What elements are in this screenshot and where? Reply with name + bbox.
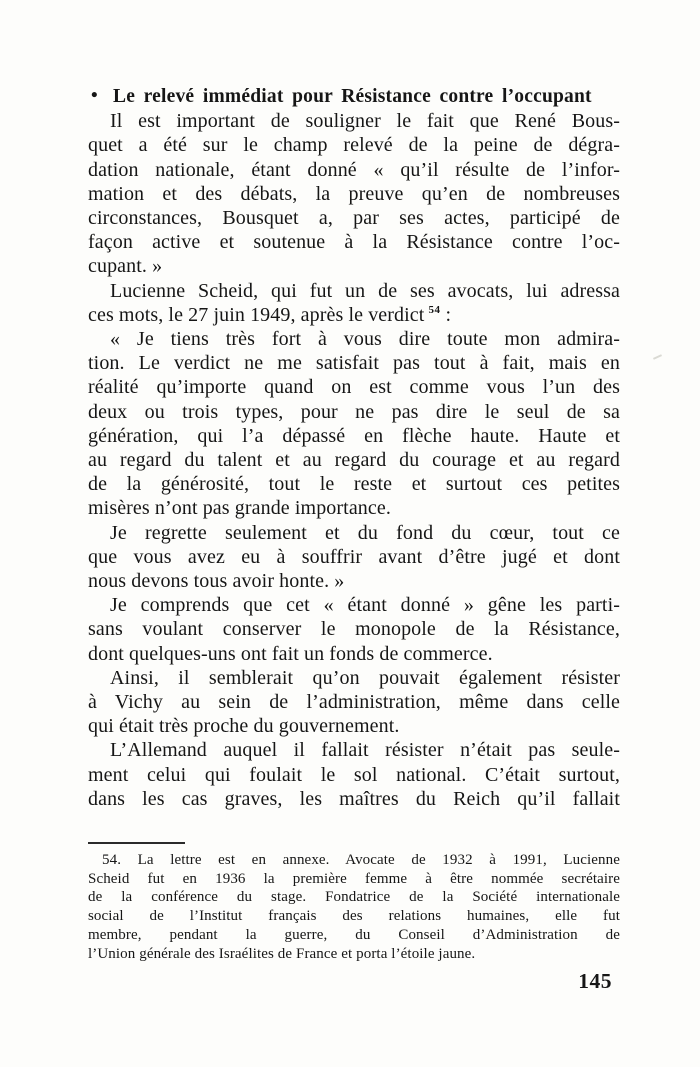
section-heading xyxy=(88,85,620,109)
text-line: L’Allemand auquel il fallait résister n’était pas seule- xyxy=(110,739,620,762)
text-line: de la générosité, tout le reste et surtout ces petites xyxy=(88,473,620,496)
text-line: Je regrette seulement et du fond du cœur, tout ce xyxy=(110,521,620,544)
text-line: génération, qui l’a dépassé en flèche haute. Haute et xyxy=(88,424,620,447)
text-line: Il est important de souligner le fait que René Bous- xyxy=(110,110,620,133)
text-line: misères n’ont pas grande importance. xyxy=(88,497,391,520)
text-line: circonstances, Bousquet a, par ses actes, participé de xyxy=(88,207,620,230)
text-line: Lucienne Scheid, qui fut un de ses avocats, lui adressa xyxy=(110,279,620,302)
text-line: mation et des débats, la preuve qu’en de nombreuses xyxy=(88,182,620,205)
footnote-line: de la conférence du stage. Fondatrice de la Société internationale xyxy=(88,889,620,906)
footnote-line: social de l’Institut français des relations humaines, elle fut xyxy=(88,908,620,925)
bullet-icon: • xyxy=(91,85,98,106)
text-line: cupant. » xyxy=(88,255,163,278)
text-line: « Je tiens très fort à vous dire toute mon admira- xyxy=(110,328,620,351)
text-segment: ces mots, le 27 juin 1949, après le verdict xyxy=(88,303,425,326)
text-line: ment celui qui foulait le sol national. C’était surtout, xyxy=(88,763,620,786)
section-heading-text: Le relevé immédiat pour Résistance contre l’occupant xyxy=(113,86,592,107)
text-line: dation nationale, étant donné « qu’il résulte de l’infor- xyxy=(88,158,620,181)
text-segment: : xyxy=(445,303,452,326)
footnote-line: 54. La lettre est en annexe. Avocate de 1932 à 1991, Lucienne xyxy=(102,852,620,868)
paragraph xyxy=(88,109,620,278)
text-line: à Vichy au sein de l’administration, même dans celle xyxy=(88,691,620,714)
text-line: sans voulant conserver le monopole de la Résistance, xyxy=(88,618,620,641)
footnote-line: membre, pendant la guerre, du Conseil d’Administration de xyxy=(88,926,620,943)
scan-artifact-mark xyxy=(653,354,662,360)
footnote-divider xyxy=(88,842,185,844)
paragraph xyxy=(88,279,620,327)
text-line: que vous avez eu à souffrir avant d’être jugé et dont xyxy=(88,545,620,568)
text-line: dans les cas graves, les maîtres du Reich qu’il fallait xyxy=(88,787,620,810)
text-line xyxy=(88,303,620,327)
footnote-ref-54: 54 xyxy=(428,304,441,317)
paragraph xyxy=(88,738,620,811)
text-line: dont quelques-uns ont fait un fonds de commerce. xyxy=(88,642,493,665)
paragraph xyxy=(88,521,620,594)
text-line: qui était très proche du gouvernement. xyxy=(88,715,400,738)
text-line: façon active et soutenue à la Résistance contre l’oc- xyxy=(88,231,620,254)
text-line: deux ou trois types, pour ne pas dire le seul de sa xyxy=(88,400,620,423)
text-block xyxy=(88,85,620,811)
text-line: quet a été sur le champ relevé de la peine de dégra- xyxy=(88,134,620,157)
paragraph xyxy=(88,666,620,739)
text-line: réalité qu’importe quand on est comme vous l’un des xyxy=(88,376,620,399)
page-number: 145 xyxy=(578,969,612,993)
paragraph xyxy=(88,593,620,666)
text-line: Je comprends que cet « étant donné » gêne les parti- xyxy=(110,594,620,617)
text-line: Ainsi, il semblerait qu’on pouvait également résister xyxy=(110,666,620,689)
footnote-line: Scheid fut en 1936 la première femme à être nommée secrétaire xyxy=(88,870,620,887)
footnote-line: l’Union générale des Israélites de France et porta l’étoile jaune. xyxy=(88,945,476,962)
footnote-block xyxy=(88,851,620,963)
paragraph xyxy=(88,327,620,521)
text-line: au regard du talent et au regard du courage et au regard xyxy=(88,449,620,472)
text-line: tion. Le verdict ne me satisfait pas tout à fait, mais en xyxy=(88,352,620,375)
text-line: nous devons tous avoir honte. » xyxy=(88,570,345,593)
